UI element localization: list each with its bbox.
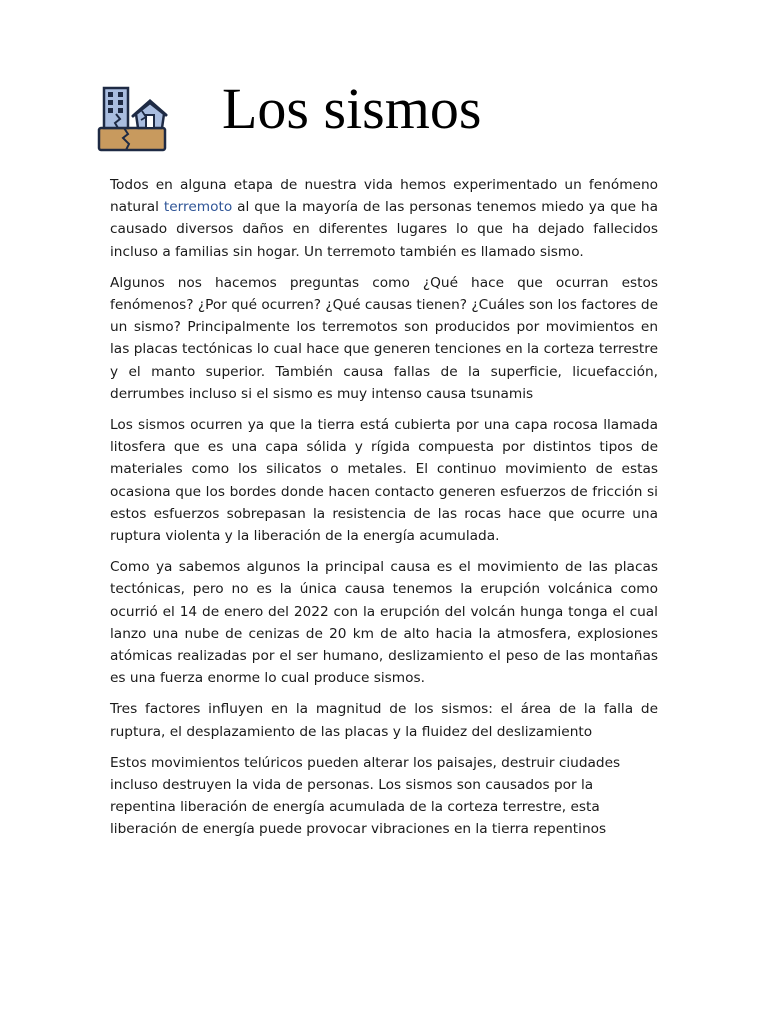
paragraph: Como ya sabemos algunos la principal causa es el movimiento de las placas tectónicas, pero no es la única causa tenemos la erupción volcánica como ocurrió el 14 de enero del 2022 con la erupción del volcán hunga tonga el cual lanzo una nube de cenizas de 20 km de alto hacia la atmosfera, explosiones atómicas realizadas por el ser humano, deslizamiento el peso de las montañas es una fuerza enorme lo cual produce sismos.	[110, 559, 658, 687]
paragraph: Estos movimientos telúricos pueden alterar los paisajes, destruir ciudades incluso destruyen la vida de personas. Los sismos son causados por la repentina liberación de energía acumulada de la corteza terrestre, esta liberación de energía puede provocar vibraciones en la tierra repentinos	[110, 754, 621, 838]
paragraph: Tres factores influyen en la magnitud de los sismos: el área de la falla de ruptura, el desplazamiento de las placas y la fluidez del deslizamiento	[110, 701, 658, 740]
paragraph: Todos en alguna etapa de nuestra vida hemos experimentado un fenómeno natural terremoto al que la mayoría de las personas tenemos miedo ya que ha causado diversos daños en diferentes lugares lo que ha dejado fallecidos incluso a familias sin hogar. Un terremoto también es llamado sismo.	[110, 177, 658, 260]
link-terremoto[interactable]: terremoto	[163, 199, 233, 216]
page-title: Los sismos	[222, 76, 482, 141]
earthquake-building-icon	[96, 84, 168, 154]
paragraph: Algunos nos hacemos preguntas como ¿Qué hace que ocurran estos fenómenos? ¿Por qué ocurren? ¿Qué causas tienen? ¿Cuáles son los factores de un sismo? Principalmente los terremotos son producidos por movimientos en las placas tectónicas lo cual hace que generen tenciones en la corteza terrestre y el manto superior. También causa fallas de la superficie, licuefacción, derrumbes incluso si el sismo es muy intenso causa tsunamis	[110, 274, 659, 402]
paragraph: Los sismos ocurren ya que la tierra está cubierta por una capa rocosa llamada litosfera que es una capa sólida y rígida compuesta por distintos tipos de materiales como los silicatos o metales. El continuo movimiento de estas ocasiona que los bordes donde hacen contacto generen esfuerzos de fricción si estos esfuerzos sobrepasan la resistencia de las rocas hace que ocurre una ruptura violenta y la liberación de la energía acumulada.	[110, 417, 658, 545]
document-body	[110, 174, 658, 850]
